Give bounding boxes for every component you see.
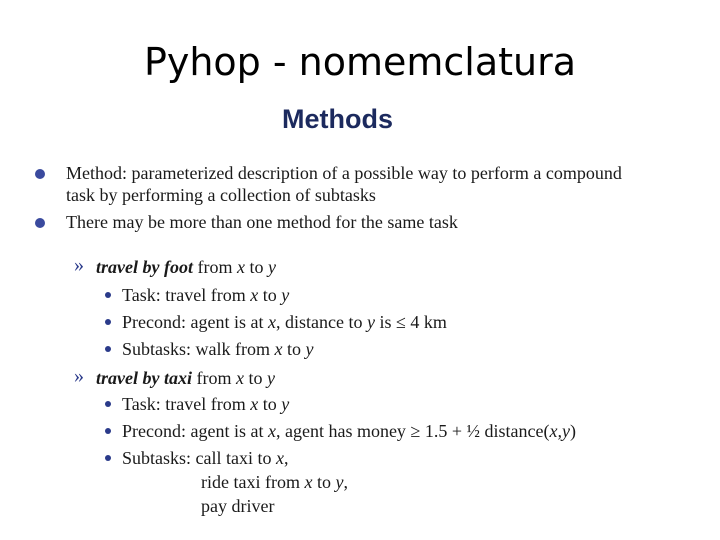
- var-x: x: [235, 368, 244, 388]
- bullet-line: Method: parameterized description of a possible way to perform a compound: [66, 163, 622, 183]
- text: , distance to: [275, 312, 363, 332]
- taxi-precond: [122, 420, 576, 442]
- var-y: y: [366, 312, 375, 332]
- text: ,: [343, 472, 348, 492]
- word: to: [287, 339, 302, 359]
- word: to: [262, 285, 277, 305]
- bullet-multiple-methods: There may be more than one method for the same task: [66, 212, 458, 232]
- text: Subtasks: walk from: [122, 339, 270, 359]
- text: Precond: agent is at: [122, 421, 264, 441]
- var-y: y: [335, 472, 344, 492]
- section-heading: Methods: [282, 104, 393, 134]
- method-name: travel by taxi: [96, 368, 192, 388]
- text: ): [569, 421, 576, 441]
- method-foot-heading: [96, 256, 276, 278]
- taxi-subtasks-line2: [201, 471, 348, 493]
- word: from: [197, 257, 233, 277]
- sub-bullet-dot: [105, 401, 111, 407]
- bullet-dot: [35, 169, 45, 179]
- word: to: [248, 368, 263, 388]
- var-y: y: [267, 368, 275, 388]
- sub-bullet-dot: [105, 319, 111, 325]
- text: ride taxi from: [201, 472, 300, 492]
- foot-precond: [122, 311, 447, 333]
- ge-sign: ≥: [410, 421, 421, 441]
- var-x: x: [250, 285, 259, 305]
- bullet-method-definition: [66, 162, 622, 206]
- var-x: x: [250, 394, 259, 414]
- taxi-task: [122, 393, 289, 415]
- sub-bullet-dot: [105, 455, 111, 461]
- var-y: y: [305, 339, 314, 359]
- raquo-icon: »: [74, 254, 84, 276]
- bullet-line: task by performing a collection of subtasks: [66, 185, 376, 205]
- var-x: x: [304, 472, 313, 492]
- text: Precond: agent is at: [122, 312, 264, 332]
- word: to: [249, 257, 264, 277]
- le-sign: ≤: [395, 312, 406, 332]
- raquo-icon: »: [74, 365, 84, 387]
- var-x: x: [274, 339, 283, 359]
- method-name: travel by foot: [96, 257, 193, 277]
- text: Task: travel from: [122, 285, 246, 305]
- text: Subtasks: call taxi to: [122, 448, 272, 468]
- distance-value: 4 km: [410, 312, 447, 332]
- foot-subtasks: [122, 338, 314, 360]
- word: to: [262, 394, 277, 414]
- text: ,: [283, 448, 289, 468]
- method-taxi-heading: [96, 367, 275, 389]
- text: Task: travel from: [122, 394, 246, 414]
- word: to: [316, 472, 331, 492]
- foot-task: [122, 284, 289, 306]
- taxi-subtasks-line3: pay driver: [201, 496, 275, 516]
- text: , agent has money: [275, 421, 406, 441]
- var-y: y: [268, 257, 276, 277]
- var-y: y: [281, 285, 290, 305]
- slide-title: Pyhop - nomemclatura: [143, 40, 577, 84]
- var-x: x: [236, 257, 245, 277]
- bullet-dot: [35, 218, 45, 228]
- var-y: y: [281, 394, 290, 414]
- sub-bullet-dot: [105, 292, 111, 298]
- word: is: [379, 312, 392, 332]
- word: from: [196, 368, 232, 388]
- money-expression: 1.5 + ½ distance(: [424, 421, 550, 441]
- var-x: x: [267, 421, 276, 441]
- taxi-subtasks: [122, 447, 288, 469]
- var-x: x: [275, 448, 284, 468]
- var-x: x: [267, 312, 276, 332]
- sub-bullet-dot: [105, 428, 111, 434]
- sub-bullet-dot: [105, 346, 111, 352]
- var-xy: x,y: [549, 421, 570, 441]
